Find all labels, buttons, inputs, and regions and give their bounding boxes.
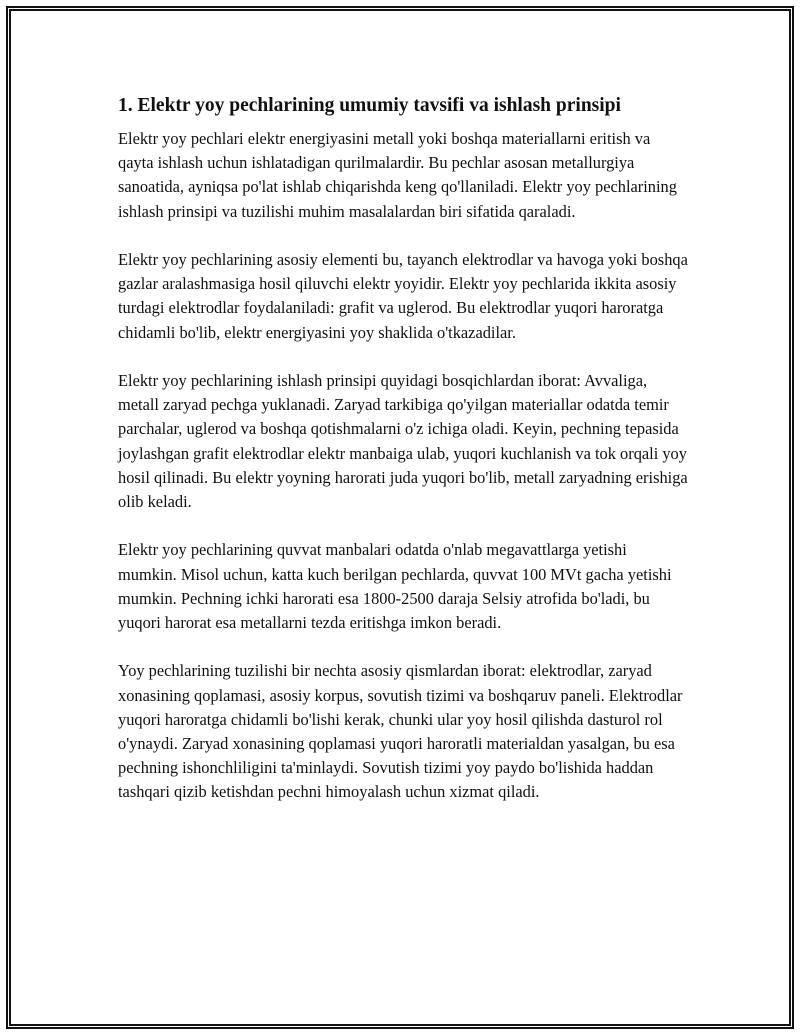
paragraph-electrodes: Elektr yoy pechlarining asosiy elementi bu, tayanch elektrodlar va havoga yoki boshqa gazlar aralashmasiga hosil qiluvchi elektr yoyidir. Elektr yoy pechlarida ikkita asosiy turdagi elektrodlar foydalaniladi: grafit va uglerod. Bu elektrodlar yuqori haroratga chidamli bo'lib, elektr energiyasini yoy shaklida o'tkazadilar. (118, 250, 688, 342)
paragraph-intro: Elektr yoy pechlari elektr energiyasini metall yoki boshqa materiallarni eritish va qayta ishlash uchun ishlatadigan qurilmalardir. Bu pechlar asosan metallurgiya sanoatida, ayniqsa po'lat ishlab chiqarishda keng qo'llaniladi. Elektr yoy pechlarining ishlash prinsipi va tuzilishi muhim masalalardan biri sifatida qaraladi. (118, 129, 677, 221)
section-heading: 1. Elektr yoy pechlarining umumiy tavsifi va ishlash prinsipi (118, 95, 621, 116)
paragraph-working-principle: Elektr yoy pechlarining ishlash prinsipi quyidagi bosqichlardan iborat: Avvaliga, metall zaryad pechga yuklanadi. Zaryad tarkibiga qo'yilgan materiallar odatda temir parchalar, uglerod va boshqa qotishmalarni o'z ichiga oladi. Keyin, pechning tepasida joylashgan grafit elektrodlar elektr manbaiga ulab, yuqori kuchlanish va tok orqali yoy hosil qilinadi. Bu elektr yoyning harorati juda yuqori bo'lib, metall zaryadning erishiga olib keladi. (118, 371, 688, 512)
paragraph-structure: Yoy pechlarining tuzilishi bir nechta asosiy qismlardan iborat: elektrodlar, zaryad xonasining qoplamasi, asosiy korpus, sovutish tizimi va boshqaruv paneli. Elektrodlar yuqori haroratga chidamli bo'lishi kerak, chunki ular yoy hosil qilishda dasturol rol o'ynaydi. Zaryad xonasining qoplamasi yuqori haroratli materialdan yasalgan, bu esa pechning ishonchliligini ta'minlaydi. Sovutish tizimi yoy paydo bo'lishida haddan tashqari qizib ketishdan pechni himoyalash uchun xizmat qiladi. (118, 661, 683, 802)
document-body (118, 93, 688, 829)
paragraph-power: Elektr yoy pechlarining quvvat manbalari odatda o'nlab megavattlarga yetishi mumkin. Misol uchun, katta kuch berilgan pechlarda, quvvat 100 MVt gacha yetishi mumkin. Pechning ichki harorati esa 1800-2500 daraja Selsiy atrofida bo'ladi, bu yuqori harorat esa metallarni tezda eritishga imkon beradi. (118, 540, 672, 633)
